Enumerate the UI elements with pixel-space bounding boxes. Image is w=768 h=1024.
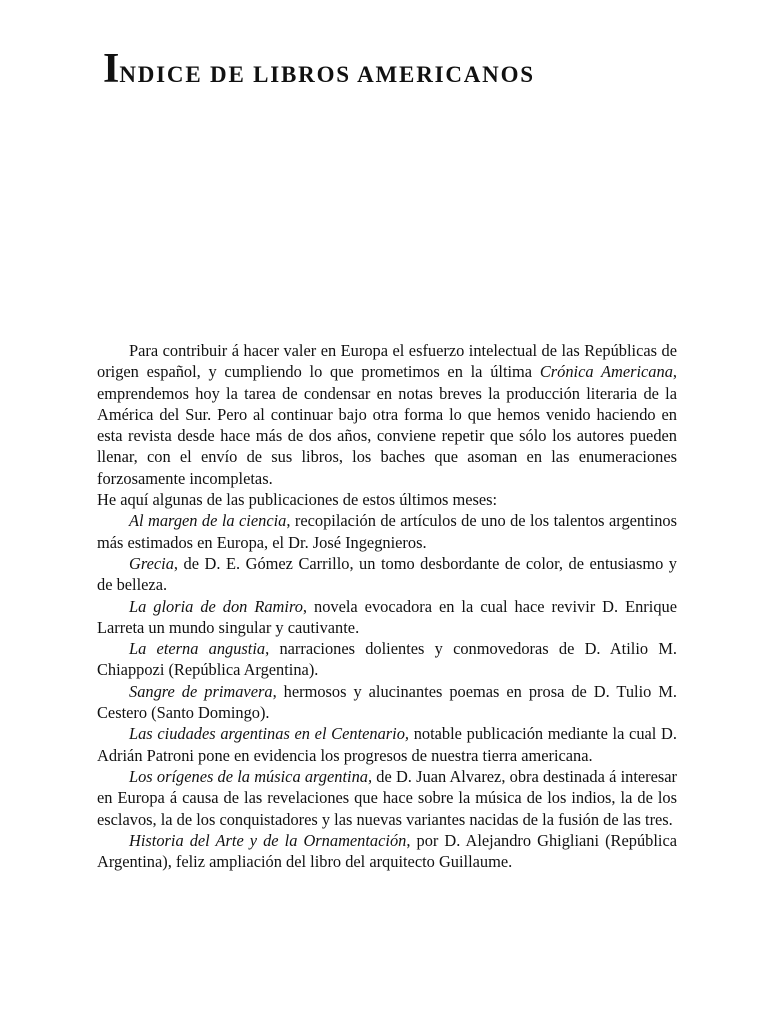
- book-title: Al margen de la ciencia: [129, 511, 287, 531]
- book-description: , hermosos y alucinantes poemas en prosa de D. Tulio M. Cestero (Santo Domingo).: [97, 681, 678, 723]
- book-title: Grecia: [129, 553, 174, 573]
- book-entry: [97, 723, 677, 766]
- book-title: Sangre de primavera: [129, 681, 273, 701]
- book-entry: [97, 638, 677, 681]
- book-title: Los orígenes de la música argentina,: [129, 766, 373, 786]
- book-description: , recopilación de artículos de uno de los talentos argentinos más estimados en Europa, el Dr. José Ingegnieros.: [97, 511, 677, 552]
- book-description: , por D. Alejandro Ghigliani (República Argentina), feliz ampliación del libro del arquitecto Guillaume.: [97, 830, 677, 872]
- book-description: , narraciones dolientes y conmovedoras de D. Atilio M. Chiappozi (República Argentina).: [97, 639, 677, 680]
- book-entry: [97, 510, 677, 553]
- book-title: La gloria de don Ramiro: [129, 596, 303, 616]
- book-entry: [97, 681, 677, 724]
- intro-lead-in: He aquí algunas de las publicaciones de estos últimos meses:: [97, 490, 498, 510]
- intro-italic-title: Crónica Americana: [539, 362, 673, 382]
- book-entry: [97, 553, 677, 596]
- book-entry: [97, 766, 677, 830]
- book-description: notable publicación mediante la cual D. Adrián Patroni pone en evidencia los progresos de nuestra tierra americana.: [97, 724, 677, 765]
- book-description: de D. Juan Alvarez, obra destinada á interesar en Europa á causa de las revelaciones que hace sobre la música de los indios, la de los esclavos, la de los conquistadores y las nuevas variantes nacidas de la fusión de las tres.: [97, 766, 677, 829]
- book-title: Las ciudades argentinas en el Centenario,: [129, 724, 410, 744]
- book-description: , de D. E. Gómez Carrillo, un tomo desbordante de color, de entusiasmo y de belleza.: [97, 553, 677, 595]
- intro-text-1: Para contribuir á hacer valer en Europa el esfuerzo intelectual de las Repúblicas de origen español, y cumpliendo lo que prometimos en la última: [97, 341, 677, 382]
- intro-paragraph: [97, 340, 677, 489]
- title-initial: I: [103, 46, 120, 92]
- title-rest: NDICE DE LIBROS AMERICANOS: [119, 62, 535, 87]
- book-description: , novela evocadora en la cual hace revivir D. Enrique Larreta un mundo singular y cautivante.: [97, 596, 677, 637]
- book-entry: [97, 830, 677, 873]
- book-entry: [97, 596, 677, 639]
- intro-text-2: , emprendemos hoy la tarea de condensar en notas breves la producción literaria de la América del Sur. Pero al continuar bajo otra forma lo que hemos venido haciendo en esta revista desde hace más de dos años, conviene repetir que sólo los autores pueden llenar, con el envío de sus libros, los baches que asoman en las enumeraciones forzosamente incompletas.: [97, 362, 677, 488]
- book-title: Historia del Arte y de la Ornamentación: [129, 830, 407, 850]
- article-body: [97, 340, 677, 872]
- book-title: La eterna angustia: [129, 639, 266, 659]
- page-title: [103, 48, 535, 90]
